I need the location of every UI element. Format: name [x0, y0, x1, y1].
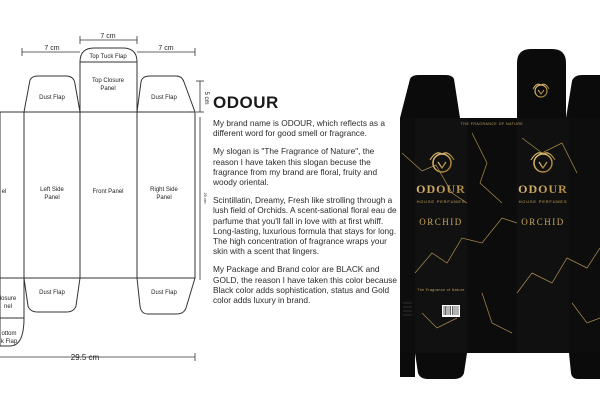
barcode-icon — [442, 305, 460, 317]
mockup-bottom-closure — [400, 353, 415, 377]
mockup-top-flap-left — [400, 75, 460, 118]
description-paragraph-1: My brand name is ODOUR, which reflects as a different word for good smell or fragrance. — [213, 118, 385, 139]
label-top-tuck-flap: Top Tuck Flap — [89, 54, 127, 60]
mockup-slogan-side: THE FRAGRANCE OF NATURE — [460, 122, 524, 126]
mockup-brand-front: ODOUR — [416, 182, 466, 196]
mockup-side-panel-right — [569, 118, 600, 353]
label-front-panel: Front Panel — [92, 189, 124, 195]
dim-left-label: 7 cm — [44, 45, 60, 52]
label-dust-flap-right-bottom: Dust Flap — [151, 290, 177, 296]
label-bottom-closure-partial-2: nel — [3, 304, 13, 310]
label-left-side-panel: Left Side — [40, 187, 64, 193]
mockup-slogan-bottom: The Fragrance of Nature — [417, 288, 465, 292]
mockup-brand-front-2: ODOUR — [518, 182, 568, 196]
dim-height-large-label: 20 cm — [203, 192, 208, 204]
label-partial-side: el — [1, 189, 7, 195]
dust-flap-left-top — [24, 76, 80, 112]
mockup-bottom-flap-right — [569, 353, 600, 379]
description-paragraph-3: Scintillatin, Dreamy, Fresh like strolling through a lush field of Orchids. A scent-sational floral eau de parfume that you'll fall in love with at first whiff. Long-lasting, luxurious formula that stays for long. The high concentration of fragrance wraps your skin with a scent that lingers. — [213, 195, 397, 257]
dust-flap-right-bottom — [137, 278, 195, 314]
label-dust-flap-left-top: Dust Flap — [39, 95, 65, 101]
package-mockup — [392, 43, 600, 383]
label-top-closure-panel-2: Panel — [100, 86, 116, 92]
label-bottom-tuck-partial: ottom — [1, 331, 17, 337]
brand-title: ODOUR — [213, 93, 279, 112]
description-paragraph-4: My Package and Brand color are BLACK and GOLD, the reason I have taken this color because Black color adds sophistication, status and Gold color adds luxury in brand. — [213, 264, 398, 306]
mockup-top-tuck — [517, 49, 566, 73]
dim-bottom-label: 29.5 cm — [70, 353, 100, 362]
label-bottom-closure-partial: losure — [0, 296, 17, 302]
side-panel-partial — [0, 112, 24, 278]
label-right-side-panel-2: Panel — [156, 195, 172, 201]
dim-right-label: 7 cm — [158, 45, 174, 52]
mockup-product-front: ORCHID — [419, 217, 463, 227]
label-dust-flap-right-top: Dust Flap — [151, 95, 177, 101]
label-bottom-tuck-partial-2: k Flap — [0, 339, 18, 345]
mockup-product-front-2: ORCHID — [521, 217, 565, 227]
mockup-subtitle-front-2: HOUSE PERFUMES — [518, 199, 568, 204]
label-top-closure-panel: Top Closure — [91, 78, 125, 84]
mockup-subtitle-front: HOUSE PERFUMES — [416, 199, 466, 204]
label-left-side-panel-2: Panel — [44, 195, 60, 201]
dim-height-small-label: 5 cm — [203, 91, 209, 105]
brand-description — [213, 93, 398, 313]
mockup-bottom-flap-left — [415, 353, 467, 379]
label-right-side-panel: Right Side — [150, 187, 178, 193]
dust-flap-right-top — [137, 76, 195, 112]
label-dust-flap-left-bottom: Dust Flap — [39, 290, 65, 296]
mockup-side-panel-mid — [467, 118, 517, 353]
dim-top-label: 7 cm — [100, 33, 116, 40]
mockup-top-flap-right — [566, 75, 600, 118]
description-paragraph-2: My slogan is "The Fragrance of Nature", the reason I have taken this slogan becuse the fragrance from my brand are floral, fruity and woody oriental. — [213, 146, 378, 188]
mockup-top-closure — [517, 73, 566, 118]
front-panel — [80, 112, 137, 278]
